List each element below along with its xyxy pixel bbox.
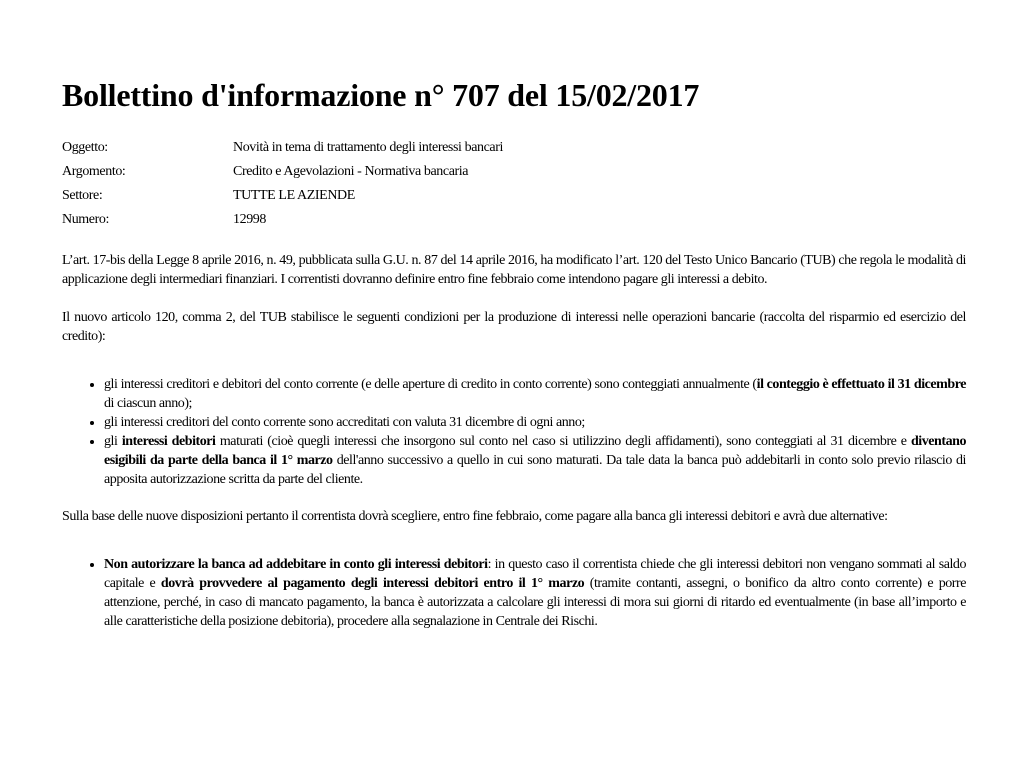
bold-text-run: il conteggio è effettuato il 31 dicembre xyxy=(756,377,966,392)
text-run: maturati (cioè quegli interessi che insorgono sul conto nel caso si utilizzino degli affidamenti), sono conteggiati al 31 dicembre e xyxy=(215,434,911,449)
list-item xyxy=(104,375,966,413)
meta-row-oggetto xyxy=(62,136,503,160)
meta-value: 12998 xyxy=(233,212,267,227)
bold-text-run: dovrà provvedere al pagamento degli interessi debitori entro il 1° marzo xyxy=(160,576,585,591)
text-run: dell'anno successivo a quello in cui sono maturati. Da tale data la banca può addebitarli in conto solo previo rilascio di apposita autorizzazione scritta da parte del cliente. xyxy=(104,453,966,487)
list-item xyxy=(104,432,966,489)
meta-label: Settore: xyxy=(62,188,103,203)
text-run: gli interessi creditori del conto corrente sono accreditati con valuta 31 dicembre di ogni anno; xyxy=(104,415,585,430)
text-run: (tramite contanti, assegni, o bonifico da altro conto corrente) e porre attenzione, perché, in caso di mancato pagamento, la banca è autorizzata a calcolare gli interessi di mora sui giorni di ritardo ed eventualmente (in base all’importo e alle caratteristiche della posizione debitoria), procedere alla segnalazione in Centrale dei Rischi. xyxy=(104,576,966,629)
list-item xyxy=(104,555,966,631)
text-run: : in questo caso il correntista chiede che gli interessi debitori non vengano sommati al saldo capitale e xyxy=(104,557,966,591)
page-title: Bollettino d'informazione n° 707 del 15/02/2017 xyxy=(62,77,700,113)
bulletin-document xyxy=(62,76,966,631)
meta-row-numero xyxy=(62,208,503,232)
meta-row-argomento xyxy=(62,160,503,184)
meta-value: TUTTE LE AZIENDE xyxy=(233,188,355,203)
meta-label: Numero: xyxy=(62,212,109,227)
bold-text-run: interessi debitori xyxy=(121,434,216,449)
meta-value: Credito e Agevolazioni - Normativa bancaria xyxy=(233,164,469,179)
alternatives-list xyxy=(62,555,966,631)
conditions-paragraph: Il nuovo articolo 120, comma 2, del TUB stabilisce le seguenti condizioni per la produzione di interessi nelle operazioni bancarie (raccolta del risparmio ed esercizio del credito): xyxy=(62,310,966,344)
conditions-list xyxy=(62,375,966,489)
list-item xyxy=(104,413,966,432)
bulletin-meta-table xyxy=(62,136,503,232)
text-run: di ciascun anno); xyxy=(104,396,192,411)
meta-row-settore xyxy=(62,184,503,208)
text-run: gli interessi creditori e debitori del conto corrente (e delle aperture di credito in conto corrente) sono conteggiati annualmente ( xyxy=(104,377,757,392)
intro-paragraph: L’art. 17-bis della Legge 8 aprile 2016, n. 49, pubblicata sulla G.U. n. 87 del 14 aprile 2016, ha modificato l’art. 120 del Testo Unico Bancario (TUB) che regola le modalità di applicazione degli intermediari finanziari. I correntisti dovranno definire entro fine febbraio come intendono pagare gli interessi a debito. xyxy=(62,253,966,287)
meta-label: Argomento: xyxy=(62,164,126,179)
alternatives-paragraph: Sulla base delle nuove disposizioni pertanto il correntista dovrà scegliere, entro fine febbraio, come pagare alla banca gli interessi debitori e avrà due alternative: xyxy=(62,509,888,524)
meta-label: Oggetto: xyxy=(62,140,108,155)
bold-text-run: diventano esigibili da parte della banca il 1° marzo xyxy=(104,434,967,468)
text-run: gli xyxy=(104,434,122,449)
bold-text-run: Non autorizzare la banca ad addebitare in conto gli interessi debitori xyxy=(104,557,488,572)
meta-value: Novità in tema di trattamento degli interessi bancari xyxy=(233,140,503,155)
